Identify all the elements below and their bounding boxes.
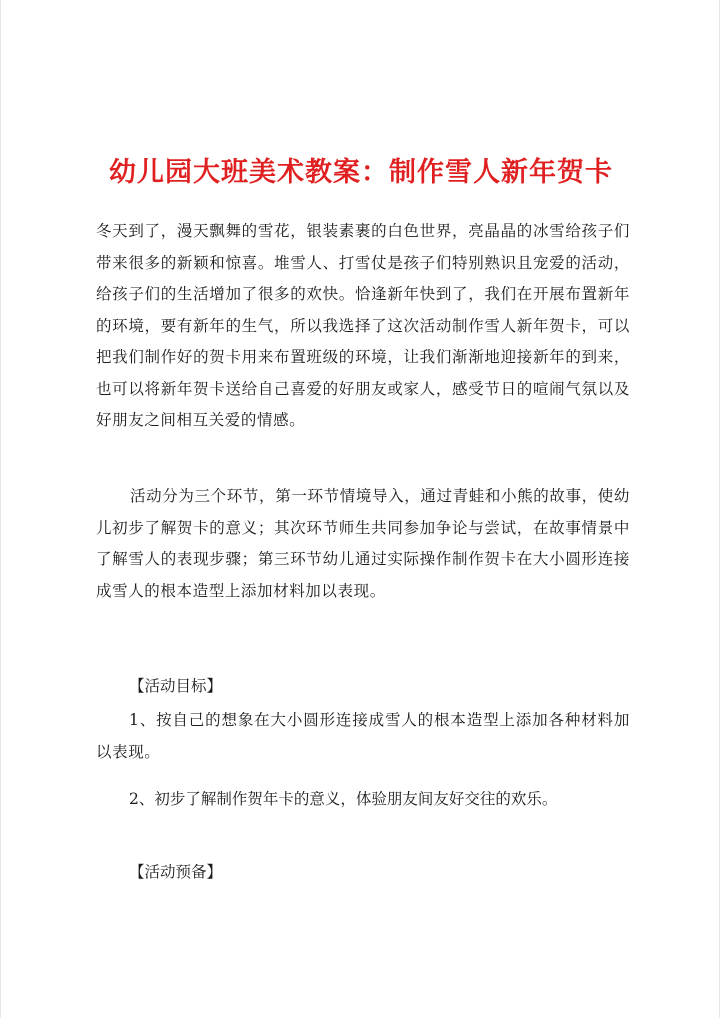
section-heading-preparation: 【活动预备】 bbox=[129, 863, 223, 881]
goal-item-2: 2、初步了解制作贺年卡的意义，体验朋友间友好交往的欢乐。 bbox=[129, 790, 558, 808]
activity-structure-text: 活动分为三个环节，第一环节情境导入，通过青蛙和小熊的故事，使幼儿初步了解贺卡的意义；其次环节师生共同参加争论与尝试，在故事情景中了解雪人的表现步骤；第三环节幼儿通过实际操作制作贺卡在大小圆形连接成雪人的根本造型上添加材料加以表现。 bbox=[96, 487, 630, 600]
goal-item-1 bbox=[96, 705, 630, 768]
intro-paragraph: 冬天到了，漫天飘舞的雪花，银装素裹的白色世界，亮晶晶的冰雪给孩子们带来很多的新颖和惊喜。堆雪人、打雪仗是孩子们特别熟识且宠爱的活动，给孩子们的生活增加了很多的欢快。恰逢新年快到了，我们在开展布置新年的环境，要有新年的生气，所以我选择了这次活动制作雪人新年贺卡，可以把我们制作好的贺卡用来布置班级的环境，让我们渐渐地迎接新年的到来，也可以将新年贺卡送给自己喜爱的好朋友或家人，感受节日的喧闹气氛以及好朋友之间相互关爱的情感。 bbox=[96, 222, 630, 429]
document-title: 幼儿园大班美术教案：制作雪人新年贺卡 bbox=[109, 157, 613, 188]
goal-item-1-text: 1、按自己的想象在大小圆形连接成雪人的根本造型上添加各种材料加以表现。 bbox=[96, 711, 630, 761]
activity-structure-paragraph bbox=[96, 481, 630, 607]
section-heading-goals: 【活动目标】 bbox=[129, 677, 223, 695]
